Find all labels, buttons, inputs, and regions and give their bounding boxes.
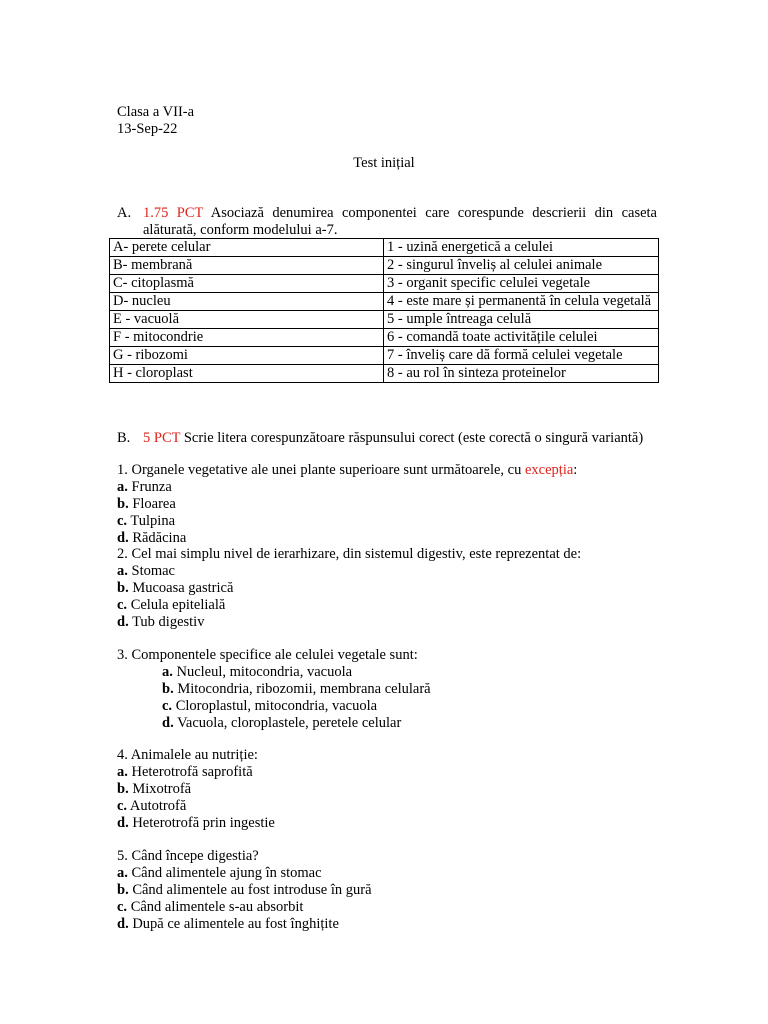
- q3-option-c: [162, 698, 657, 715]
- table-row: [110, 311, 659, 329]
- option-letter: d.: [117, 614, 129, 630]
- description-cell: 3 - organit specific celulei vegetale: [384, 275, 659, 293]
- option-text: Mucoasa gastrică: [128, 580, 234, 596]
- description-cell: 5 - umple întreaga celulă: [384, 311, 659, 329]
- q2-option-a: [117, 563, 657, 580]
- section-a-heading: [117, 205, 657, 239]
- option-text: Heterotrofă prin ingestie: [128, 815, 275, 831]
- table-row: [110, 275, 659, 293]
- q4-option-a: [117, 764, 657, 781]
- q5-option-a: [117, 865, 657, 882]
- q5-option-d: [117, 916, 657, 933]
- option-letter: b.: [117, 496, 129, 512]
- table-row: [110, 257, 659, 275]
- option-text: Vacuola, cloroplastele, peretele celular: [173, 715, 402, 731]
- option-text: Tub digestiv: [128, 614, 205, 630]
- question-3: [117, 647, 657, 732]
- option-letter: a.: [117, 479, 128, 495]
- description-cell: 8 - au rol în sinteza proteinelor: [384, 365, 659, 383]
- table-row: [110, 329, 659, 347]
- option-letter: d.: [162, 715, 174, 731]
- option-text: Mitocondria, ribozomii, membrana celulară: [173, 681, 431, 697]
- option-letter: c.: [117, 597, 128, 613]
- option-text: Rădăcina: [128, 530, 187, 546]
- option-letter: c.: [117, 798, 128, 814]
- section-b-points: 5 PCT: [143, 430, 181, 446]
- q5-option-b: [117, 882, 657, 899]
- question-4: [117, 747, 657, 832]
- date-label: 13-Sep-22: [117, 121, 178, 137]
- q3-option-a: [162, 664, 657, 681]
- option-text: Stomac: [127, 563, 175, 579]
- component-cell: A- perete celular: [110, 239, 384, 257]
- q4-option-b: [117, 781, 657, 798]
- q2-option-b: [117, 580, 657, 597]
- class-label: Clasa a VII-a: [117, 104, 195, 120]
- component-cell: E - vacuolă: [110, 311, 384, 329]
- option-letter: d.: [117, 530, 129, 546]
- q3-option-d: [162, 715, 657, 732]
- option-text: Când alimentele s-au absorbit: [127, 899, 304, 915]
- description-cell: 1 - uzină energetică a celulei: [384, 239, 659, 257]
- q4-option-d: [117, 815, 657, 832]
- description-cell: 7 - înveliș care dă formă celulei vegetale: [384, 347, 659, 365]
- option-text: Celula epitelială: [127, 597, 226, 613]
- option-text: Autotrofă: [127, 798, 187, 814]
- option-letter: b.: [117, 580, 129, 596]
- q3-option-b: [162, 681, 657, 698]
- table-row: [110, 239, 659, 257]
- section-b-letter: B.: [117, 430, 131, 446]
- component-cell: F - mitocondrie: [110, 329, 384, 347]
- option-letter: d.: [117, 815, 129, 831]
- option-letter: c.: [117, 899, 128, 915]
- option-text: Frunza: [127, 479, 172, 495]
- description-cell: 2 - singurul înveliș al celulei animale: [384, 257, 659, 275]
- option-text: Nucleul, mitocondria, vacuola: [172, 664, 353, 680]
- section-a-instruction: Asociază denumirea componentei care corespunde descrierii din caseta alăturată, conform modelului a-7.: [143, 205, 657, 238]
- question-5: [117, 848, 657, 933]
- section-b-heading: [117, 430, 657, 447]
- q1-option-a: [117, 479, 657, 496]
- q2-option-d: [117, 614, 657, 631]
- question-2-text: 2. Cel mai simplu nivel de ierarhizare, din sistemul digestiv, este reprezentat de:: [117, 546, 582, 562]
- component-cell: G - ribozomi: [110, 347, 384, 365]
- option-letter: c.: [117, 513, 128, 529]
- q1-option-d: [117, 530, 657, 547]
- question-4-text: 4. Animalele au nutriție:: [117, 747, 258, 763]
- question-1-highlight: excepția: [524, 462, 574, 478]
- option-letter: a.: [117, 563, 128, 579]
- section-a-points: 1.75 PCT: [143, 205, 204, 221]
- table-row: [110, 347, 659, 365]
- table-row: [110, 293, 659, 311]
- option-text: Tulpina: [127, 513, 176, 529]
- option-letter: b.: [117, 781, 129, 797]
- option-letter: a.: [117, 865, 128, 881]
- question-2: [117, 546, 657, 631]
- q1-option-c: [117, 513, 657, 530]
- option-letter: a.: [162, 664, 173, 680]
- table-row: [110, 365, 659, 383]
- option-text: Cloroplastul, mitocondria, vacuola: [172, 698, 378, 714]
- section-b-instruction: Scrie litera corespunzătoare răspunsului corect (este corectă o singură variantă): [183, 430, 644, 446]
- option-letter: b.: [117, 882, 129, 898]
- question-5-text: 5. Când începe digestia?: [117, 848, 259, 864]
- question-1-prompt: 1. Organele vegetative ale unei plante superioare sunt următoarele, cu: [117, 462, 525, 478]
- q5-option-c: [117, 899, 657, 916]
- q4-option-c: [117, 798, 657, 815]
- option-text: Heterotrofă saprofită: [127, 764, 253, 780]
- option-text: Floarea: [128, 496, 176, 512]
- option-letter: c.: [162, 698, 173, 714]
- description-cell: 4 - este mare și permanentă în celula vegetală: [384, 293, 659, 311]
- option-letter: b.: [162, 681, 174, 697]
- option-text: Mixotrofă: [128, 781, 192, 797]
- option-letter: d.: [117, 916, 129, 932]
- question-1: [117, 462, 657, 547]
- option-text: După ce alimentele au fost înghițite: [128, 916, 339, 932]
- matching-table: [109, 238, 659, 383]
- section-a-letter: A.: [117, 205, 132, 221]
- question-1-colon: :: [573, 462, 578, 478]
- component-cell: B- membrană: [110, 257, 384, 275]
- component-cell: D- nucleu: [110, 293, 384, 311]
- option-letter: a.: [117, 764, 128, 780]
- question-3-text: 3. Componentele specifice ale celulei vegetale sunt:: [117, 647, 418, 663]
- description-cell: 6 - comandă toate activitățile celulei: [384, 329, 659, 347]
- q1-option-b: [117, 496, 657, 513]
- question-1-text: [117, 462, 657, 479]
- option-text: Când alimentele ajung în stomac: [127, 865, 322, 881]
- q2-option-c: [117, 597, 657, 614]
- component-cell: C- citoplasmă: [110, 275, 384, 293]
- option-text: Când alimentele au fost introduse în gură: [128, 882, 372, 898]
- page-title: Test inițial: [353, 155, 415, 171]
- component-cell: H - cloroplast: [110, 365, 384, 383]
